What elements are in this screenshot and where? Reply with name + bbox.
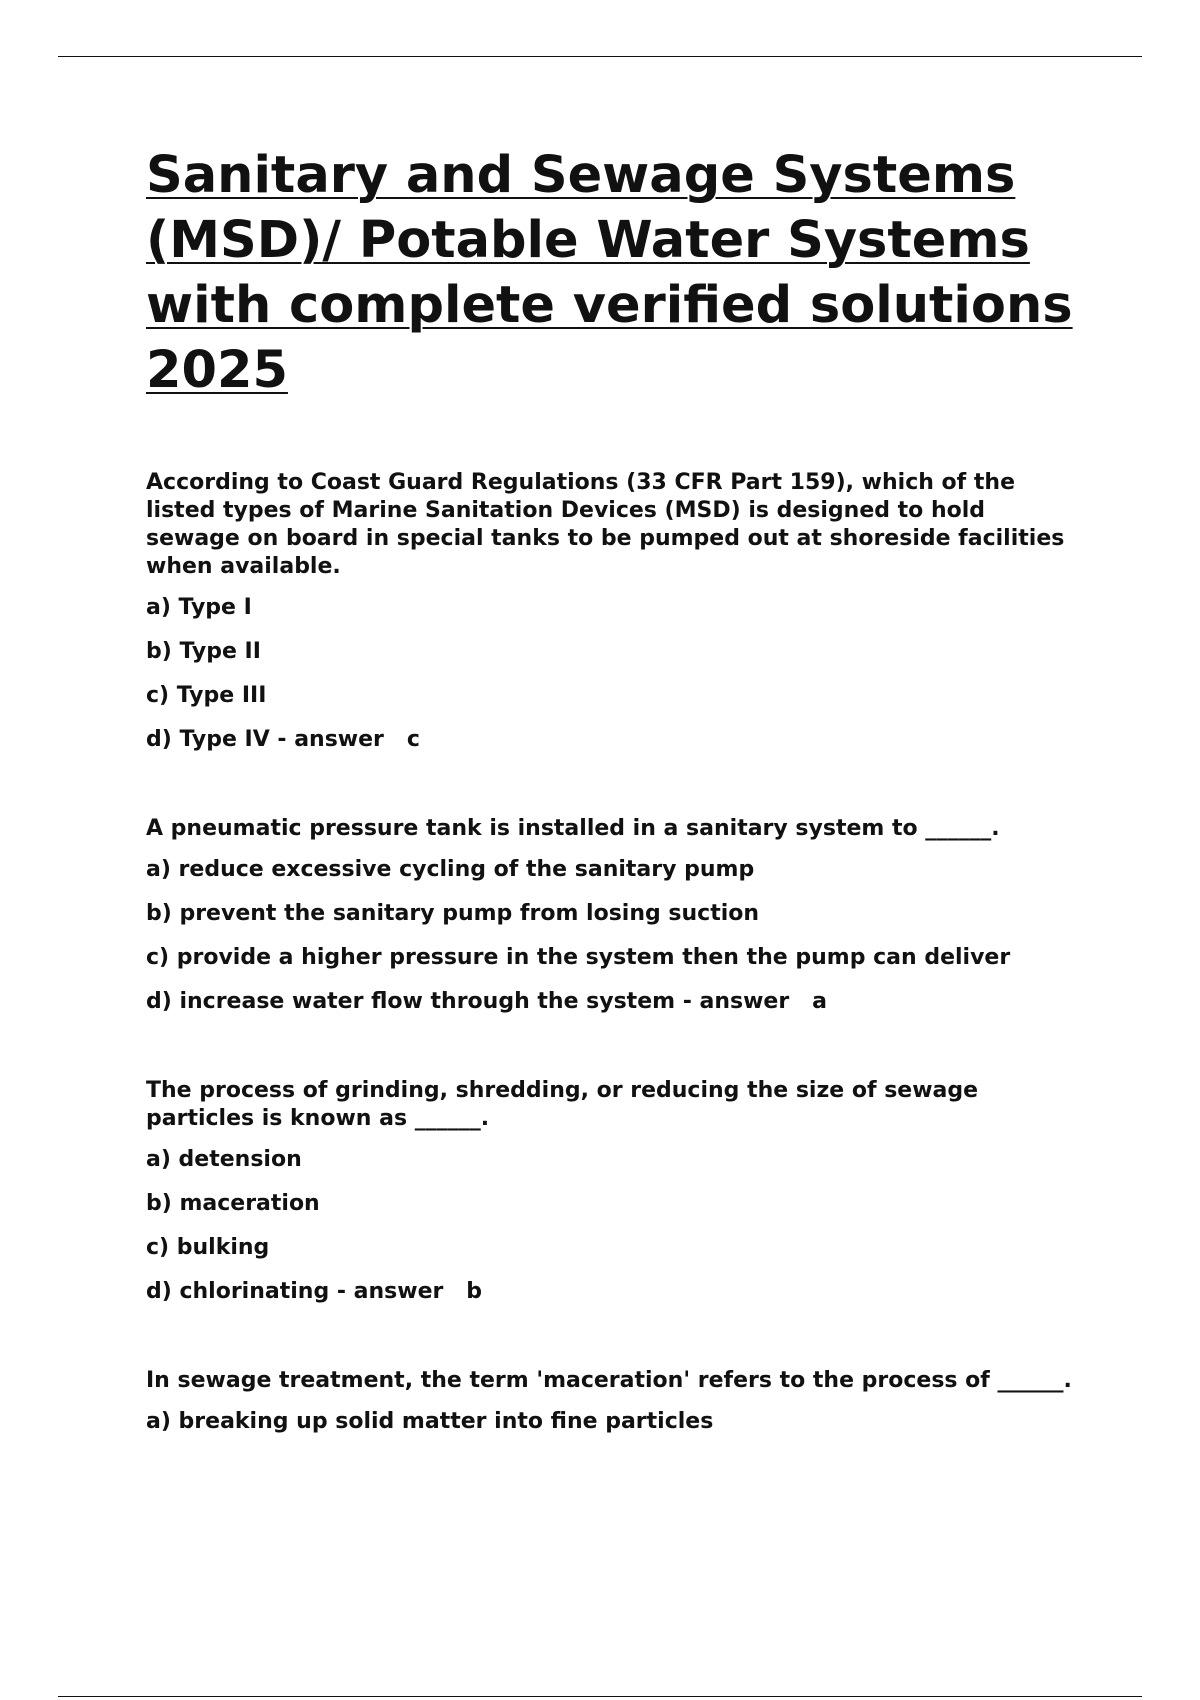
- question-text: In sewage treatment, the term 'maceration' refers to the process of ______.: [146, 1368, 1072, 1393]
- answer-option: d) increase water flow through the system - answer a: [146, 989, 828, 1014]
- answer-option: c) bulking: [146, 1235, 270, 1260]
- answer-option: d) chlorinating - answer b: [146, 1279, 483, 1304]
- question-list: [146, 469, 1086, 1436]
- question-block-3: [146, 1077, 1086, 1306]
- page-content: [146, 143, 1086, 1497]
- answer-option: b) maceration: [146, 1191, 320, 1216]
- answer-option: c) Type III: [146, 683, 267, 708]
- bottom-rule: [58, 1696, 1142, 1697]
- question-text: According to Coast Guard Regulations (33 CFR Part 159), which of the listed types of Marine Sanitation Devices (MSD) is designed to hold sewage on board in special tanks to be pumped out at shoreside facilities when available.: [146, 470, 1065, 579]
- question-text: A pneumatic pressure tank is installed in a sanitary system to ______.: [146, 816, 1000, 841]
- answer-option: c) provide a higher pressure in the system then the pump can deliver: [146, 945, 1011, 970]
- question-block-4: [146, 1367, 1086, 1436]
- question-text: The process of grinding, shredding, or reducing the size of sewage particles is known as ______.: [146, 1078, 979, 1131]
- question-block-1: [146, 469, 1086, 754]
- answer-option: a) detension: [146, 1147, 302, 1172]
- answer-option: b) Type II: [146, 639, 261, 664]
- question-block-2: [146, 815, 1086, 1016]
- answer-option: b) prevent the sanitary pump from losing suction: [146, 901, 760, 926]
- answer-option: a) Type I: [146, 595, 252, 620]
- document-title: Sanitary and Sewage Systems (MSD)/ Potable Water Systems with complete verified solutions 2025: [146, 146, 1073, 400]
- answer-option: d) Type IV - answer c: [146, 727, 420, 752]
- answer-option: a) reduce excessive cycling of the sanitary pump: [146, 857, 755, 882]
- top-rule: [58, 56, 1142, 57]
- answer-option: a) breaking up solid matter into fine particles: [146, 1409, 714, 1434]
